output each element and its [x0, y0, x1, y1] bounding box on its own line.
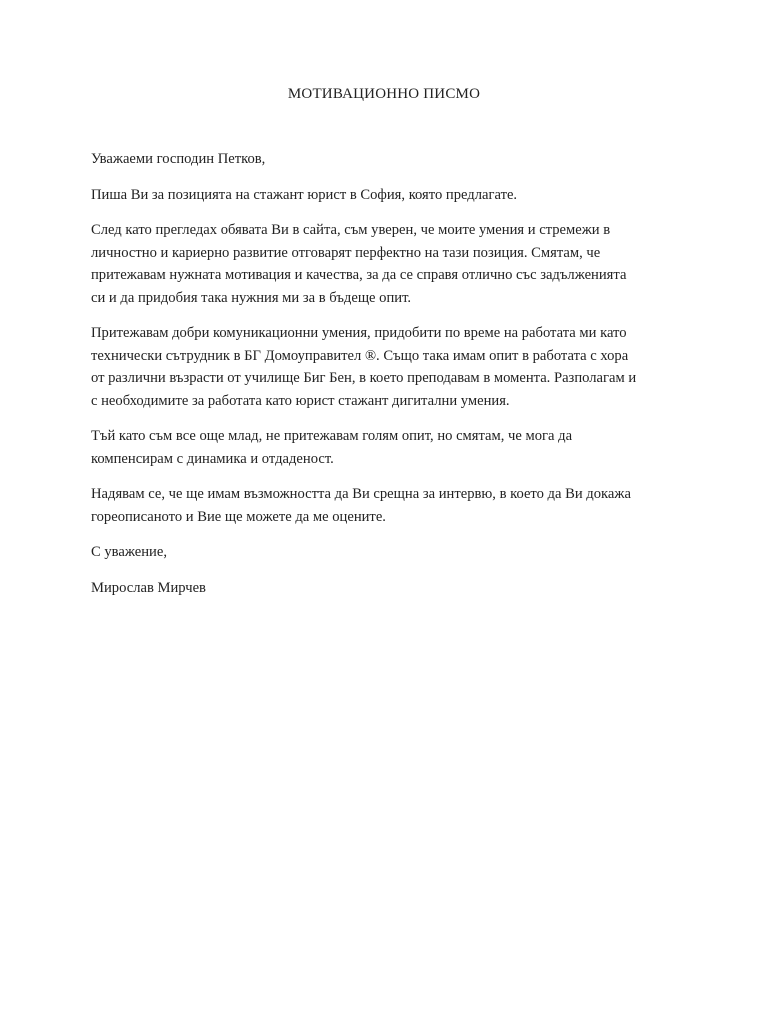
paragraph-line: компенсирам с динамика и отдаденост.: [91, 450, 334, 467]
paragraph-line: Надявам се, че ще имам възможността да Ви срещна за интервю, в което да Ви докажа: [91, 486, 631, 502]
paragraph-line: с необходимите за работата като юрист стажант дигитални умения.: [91, 392, 510, 409]
document-title: МОТИВАЦИОННО ПИСМО: [287, 86, 481, 102]
paragraph-2: [91, 219, 681, 309]
paragraph-3: [91, 322, 681, 412]
signature: [91, 577, 681, 600]
paragraph-1: [91, 184, 681, 207]
letter-body: [91, 148, 681, 612]
signature-name: Мирослав Мирчев: [91, 579, 206, 596]
paragraph-4: [91, 425, 681, 470]
paragraph-line: След като прегледах обявата Ви в сайта, съм уверен, че моите умения и стремежи в: [91, 222, 611, 238]
paragraph-line: Тъй като съм все още млад, не притежавам голям опит, но смятам, че мога да: [91, 428, 573, 444]
paragraph-line: притежавам нужната мотивация и качества, за да се справя отлично със задълженията: [91, 267, 627, 283]
paragraph-line: личностно и кариерно развитие отговарят перфектно на тази позиция. Смятам, че: [91, 244, 601, 261]
closing-line: С уважение,: [91, 544, 167, 560]
paragraph-line: Пиша Ви за позицията на стажант юрист в София, която предлагате.: [91, 186, 518, 203]
salutation-line: Уважаеми господин Петков,: [91, 151, 266, 167]
salutation: [91, 148, 681, 171]
closing: [91, 541, 681, 564]
paragraph-line: от различни възрасти от училище Биг Бен, в което преподавам в момента. Разполагам и: [91, 370, 637, 386]
paragraph-line: технически сътрудник в БГ Домоуправител ®. Също така имам опит в работата с хора: [91, 347, 629, 364]
paragraph-line: гореописаното и Вие ще можете да ме оцените.: [91, 508, 386, 525]
paragraph-line: Притежавам добри комуникационни умения, придобити по време на работата ми като: [91, 325, 627, 341]
paragraph-5: [91, 483, 681, 528]
paragraph-line: си и да придобия така нужния ми за в бъдеще опит.: [91, 289, 412, 306]
